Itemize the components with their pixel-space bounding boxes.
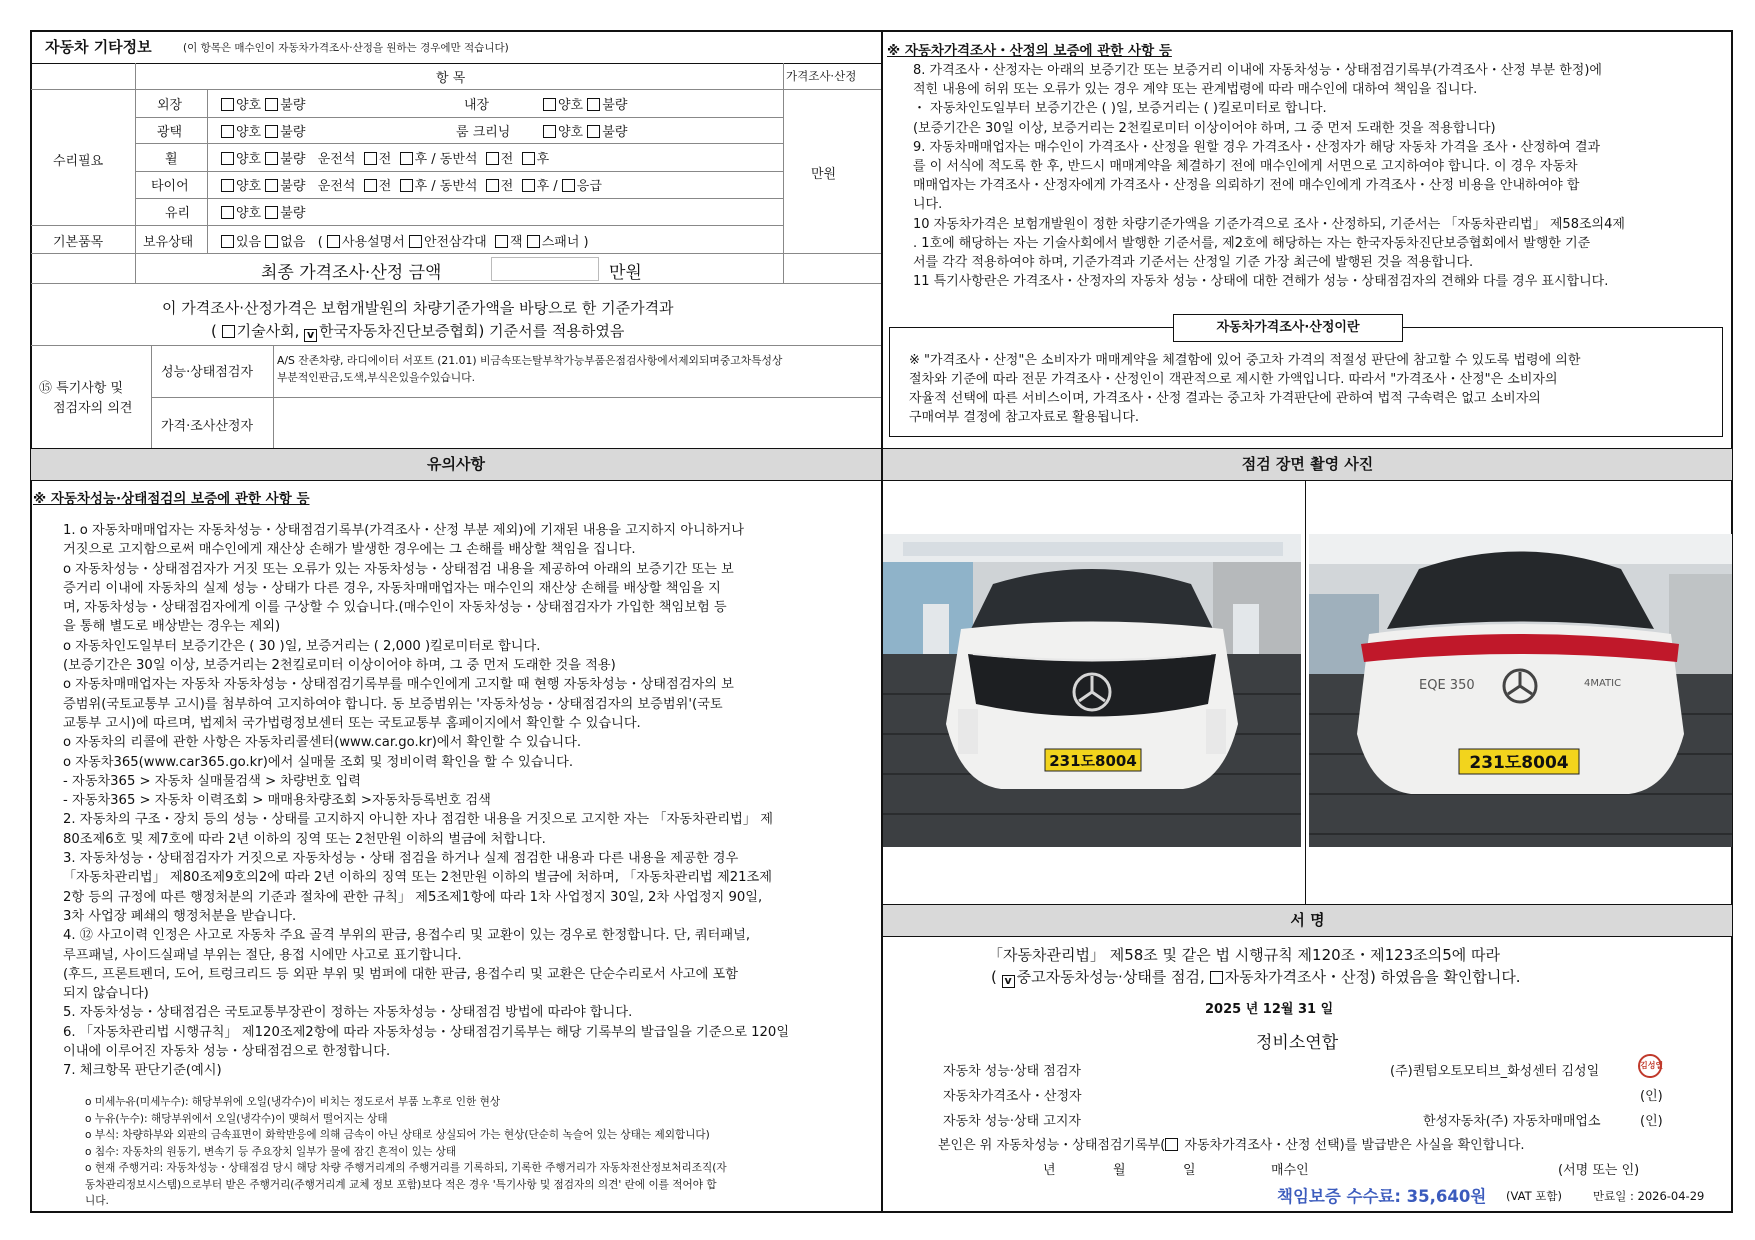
notice-subtitle: ※ 자동차성능·상태점검의 보증에 관한 사항 등 [33,491,310,507]
receive-month: 월 [1113,1163,1126,1178]
notice-header: 유의사항 [31,449,881,481]
owned-status-label: 보유상태 [143,235,194,250]
room-good-checkbox[interactable] [543,125,556,138]
inspector-opinion-line-1: A/S 잔존차량, 라디에이터 서포트 (21.01) 비금속또는탈부착가능부품은점검사항에서제외되며중고차특성상 [277,354,783,367]
expiry-date: 만료일 : 2026-04-29 [1593,1189,1705,1203]
repair-needed-label: 수리필요 [53,154,104,169]
jack-checkbox[interactable] [495,235,508,248]
glass-label: 유리 [165,206,191,221]
performance-inspector-label: 성능·상태점검자 [161,365,254,380]
wheel-passenger-rear-checkbox[interactable] [522,152,535,165]
receive-text-b: 자동차가격조사・산정 선택)를 발급받은 사실을 확인합니다. [1184,1138,1525,1153]
price-guarantee-title: ※ 자동차가격조사・산정의 보증에 관한 사항 등 [887,43,1172,59]
signature-date: 2025 년 12월 31 일 [1205,1002,1334,1017]
price-inspector-seal: (인) [1640,1089,1663,1104]
inspector-opinion-line-2: 부분적인판금,도색,부식은있을수있습니다. [277,371,476,384]
gloss-good-checkbox[interactable] [221,125,234,138]
receive-price-checkbox[interactable] [1165,1138,1178,1151]
signature-header: 서 명 [883,904,1732,937]
spanner-checkbox[interactable] [527,235,540,248]
special-notes-label: ⑮ 특기사항 및 [39,381,124,396]
room-bad-checkbox[interactable] [587,125,600,138]
price-inspector-row-label: 자동차가격조사・산정자 [943,1089,1082,1104]
final-amount-label: 최종 가격조사·산정 금액 [261,263,442,283]
other-info-note: (이 항목은 매수인이 자동차가격조사·산정을 원하는 경우에만 적습니다) [183,42,509,54]
rear-badge-2: 4MATIC [1584,678,1622,689]
notifier-row-value: 한성자동차(주) 자동차매매업소 [1423,1114,1601,1129]
wheel-label: 휠 [165,152,178,167]
receive-day: 일 [1183,1163,1196,1178]
kadia-checkbox[interactable]: v [304,329,317,342]
signature-section: 서 명 「자동차관리법」 제58조 및 같은 법 시행규칙 제120조・제123조의5에 따라 ( v 중고자동차성능·상태를 점검, 자동차가격조사・산정) 하였음을 확인합니다. 2025 년 12월 31 일 정비소연합 자동차 성능·상태 점검자 (주)퀀텀오토모티브_화성센터 김성일 김성일 자동차가격조사・산정자 (인) 자동차 성능·상태 고지자 한성자동차(주) 자동차매매업소 (인) 본인은 위 자동차성능・상태점검기록부( 자동차가격조사・산정 선택)를 발급받은 사실을 확인합니다. 년 월 일 매수인 (서명 또는 인) 책임보증 수수료: 35,640원 (VAT 포함) 만료일 : 2026-04-29 [883,904,1732,1212]
buyer-label: 매수인 [1271,1163,1309,1178]
price-guarantee-section [883,31,1732,448]
gloss-label: 광택 [157,125,183,140]
receive-text-a: 본인은 위 자동차성능・상태점검기록부( [938,1138,1166,1153]
other-info-title: 자동차 기타정보 [45,38,152,56]
wheel-good-checkbox[interactable] [221,152,234,165]
front-plate-text: 231도8004 [1049,752,1137,770]
notifier-row-label: 자동차 성능·상태 고지자 [943,1114,1081,1129]
interior-bad-checkbox[interactable] [587,98,600,111]
manual-checkbox[interactable] [327,235,340,248]
guarantee-fee: 책임보증 수수료: 35,640원 [1277,1187,1487,1206]
inspector-stamp: 김성일 [1638,1054,1662,1078]
none-checkbox[interactable] [265,235,278,248]
price-guarantee-body: 8. 가격조사・산정자는 아래의 보증기간 또는 보증거리 이내에 자동차성능・상태점검기록부(가격조사・산정 부분 한정)에 적힌 내용에 허위 또는 오류가 있는 경우 계약 또는 관계법령에 따라 매수인에 대하여 책임을 집니다. ・ 자동차인도일부터 보증기간은 ( )일, 보증거리는 ( )킬로미터로 합니다. (보증기간은 30일 이상, 보증거리는 2천킬로미터 이상이어야 하며, 그 중 먼저 도래한 것을 적용합니다) 9. 자동차매매업자는 매수인이 가격조사・산정을 원할 경우 가격조사・산정자가 해당 자동차 가격을 조사・산정하여 결과 를 이 서식에 적도록 한 후, 반드시 매매계약을 체결하기 전에 매수인에게 서면으로 고지하여야 합니다. 이 경우 자동차 매매업자는 가격조사・산정자에게 가격조사・산정을 의뢰하기 전에 매수인에게 가격조사・산정 비용을 안내하여야 합 니다. 10 자동차가격은 보험개발원이 정한 차량기준가액을 기준가격으로 조사・산정하되, 기준서는 「자동차관리법」 제58조의4제 . 1호에 해당하는 자는 기술사회에서 발행한 기준서를, 제2호에 해당하는 자는 한국자동차진단보증협회에서 발행한 기준 서를 각각 적용하여야 하며, 기준가격과 기준서는 산정일 기준 가장 최근에 발행된 것을 적용합니다. 11 특기사항란은 가격조사・산정자의 자동차 성능・상태에 대한 견해가 성능・상태점검자의 견해와 다를 경우 표시합니다. [913,63,1625,290]
room-cleaning-label: 룸 크리닝 [456,125,511,140]
inspector-row-value: (주)퀀텀오토모티브_화성센터 김성일 [1390,1064,1600,1079]
definition-body: ※ "가격조사・산정"은 소비자가 매매계약을 체결함에 있어 중고차 가격의 적절성 판단에 참고할 수 있도록 법령에 의한 절차와 기준에 따라 전문 가격조사・산정인이 객관적으로 제시한 가액입니다. 따라서 "가격조사・산정"은 소비자의 자율적 선택에 따른 서비스이며, 가격조사・산정 결과는 중고차 가격판단에 관하여 법적 구속력은 없고 소비자의 구매여부 결정에 참고자료로 활용됩니다. [909,353,1581,425]
final-amount-unit: 만원 [609,263,642,283]
notice-section [31,449,881,1212]
inspector-row-label: 자동차 성능·상태 점검자 [943,1064,1081,1079]
notifier-seal: (인) [1640,1114,1663,1129]
wheel-bad-checkbox[interactable] [265,152,278,165]
exterior-bad-checkbox[interactable] [265,98,278,111]
tire-passenger-front-checkbox[interactable] [486,179,499,192]
rear-plate-text: 231도8004 [1469,753,1569,773]
tire-driver-front-checkbox[interactable] [364,179,377,192]
exterior-good-checkbox[interactable] [221,98,234,111]
wheel-passenger-front-checkbox[interactable] [486,152,499,165]
exterior-label: 외장 [157,98,183,113]
triangle-checkbox[interactable] [409,235,422,248]
basis-line-1: 이 가격조사·산정가격은 보험개발원의 차량기준가액을 바탕으로 한 기준가격과 [162,299,674,317]
organization-name: 정비소연합 [1256,1033,1339,1053]
rear-photo [1309,534,1732,847]
special-notes-label-2: 점검자의 의견 [53,401,133,416]
vat-included: (VAT 포함) [1506,1189,1562,1203]
sign-or-seal-label: (서명 또는 인) [1558,1163,1640,1178]
rear-badge: EQE 350 [1419,678,1475,693]
column-item-header: 항 목 [436,71,466,86]
check-criteria-list: o 미세누유(미세누수): 해당부위에 오일(냉각수)이 비치는 정도로서 부품 노후로 인한 현상 o 누유(누수): 해당부위에서 오일(냉각수)이 맺혀서 떨어지는 상태 o 부식: 차량하부와 외판의 금속표면이 화학반응에 의해 금속이 아닌 상태로 상실되어 가는 현상(단순히 녹슬어 있는 상태는 제외합니다) o 침수: 자동차의 원동기, 변속기 등 주요장치 일부가 물에 잠긴 흔적이 있는 상태 o 현재 주행거리: 자동차성능・상태점검 당시 해당 차량 주행거리계의 주행거리를 기록하되, 기록한 주행거리가 자동차전산정보처리조직(자 동차관리정보시스템)으로부터 받은 주행거리(주행거리계 교체 정보 포함)보다 적은 경우 '특기사항 및 점검자의 의견' 란에 이를 적어야 합 니다. [85,1096,727,1207]
basic-items-label: 기본품목 [53,235,104,250]
law-line: 「자동차관리법」 제58조 및 같은 법 시행규칙 제120조・제123조의5에 따라 [988,946,1501,964]
glass-good-checkbox[interactable] [221,206,234,219]
glass-bad-checkbox[interactable] [265,206,278,219]
tire-driver-rear-checkbox[interactable] [400,179,413,192]
price-check-checkbox[interactable] [1210,971,1223,984]
wheel-driver-rear-checkbox[interactable] [400,152,413,165]
definition-title: 자동차가격조사·산정이란 [1173,314,1403,342]
other-info-section: 자동차 기타정보 (이 항목은 매수인이 자동차가격조사·산정을 원하는 경우에만 적습니다) 항 목 가격조사·산정 수리필요 기본품목 만원 외장 양호 불량 내장 양호 불량 광택 양호 불량 룸 크리닝 양호 불량 휠 양호 불량 운전석 전 후 / 동반석 전 후 타이어 양호 불량 운전석 전 후 / 동반석 전 후 / 응급 유리 양호 불량 보유상태 있음 없음 ( 사용설명서 안전삼각대 잭 스패너 ) 최종 가격조사·산정 금액 만원 이 가격조사·산정가격은 보험개발원의 차량기준가액을 바탕으로 한 기준가격과 ( 기술사회, v 한국자동차진단보증협회) 기준서를 적용하였음 ⑮ 특기사항 및 점검자의 의견 성능·상태점검자 A/S 잔존차량, 라디에이터 서포트 (21.01) 비금속또는탈부착가능부품은점검사항에서제외되며중고차특성상 부분적인판금,도색,부식은있을수있습니다. 가격·조사산정자 [31,31,881,448]
interior-label: 내장 [464,98,490,113]
front-photo [883,534,1301,847]
final-amount-input[interactable] [491,257,599,281]
notice-body: 1. o 자동차매매업자는 자동차성능・상태점검기록부(가격조사・산정 부분 제외)에 기재된 내용을 고지하지 아니하거나 거짓으로 고지함으로써 매수인에게 재산상 손해가 발생한 경우에는 그 손해를 배상할 책임을 집니다. o 자동차성능・상태점검자가 거짓 또는 오류가 있는 자동차성능・상태점검 내용을 제공하여 아래의 보증기간 또는 보 증거리 이내에 자동차의 실제 성능・상태가 다른 경우, 자동차매매업자는 매수인의 재산상 손해를 배상할 책임을 지 며, 자동차성능・상태점검자에게 이를 구상할 수 있습니다.(매수인이 자동차성능・상태점검자가 가입한 책임보험 등 을 통해 별도로 배상받는 경우는 제외) o 자동차인도일부터 보증기간은 ( 30 )일, 보증거리는 ( 2,000 )킬로미터로 합니다. (보증기간은 30일 이상, 보증거리는 2천킬로미터 이상이어야 하며, 그 중 먼저 도래한 것을 적용) o 자동차매매업자는 자동차 자동차성능・상태점검기록부를 매수인에게 고지할 때 현행 자동차성능・상태점검자의 보 증범위(국토교통부 고시)를 첨부하여 고지하여야 합니다. 동 보증범위는 '자동차성능・상태점검자의 보증범위'(국토 교통부 고시)에 따르며, 법제처 국가법령정보센터 또는 국토교통부 홈페이지에서 확인할 수 있습니다. o 자동차의 리콜에 관한 사항은 자동차리콜센터(www.car.go.kr)에서 확인할 수 있습니다. o 자동차365(www.car365.go.kr)에서 실매물 조회 및 정비이력 확인을 할 수 있습니다. - 자동차365 > 자동차 실매물검색 > 차량번호 입력 - 자동차365 > 자동차 이력조회 > 매매용차량조회 >자동차등록번호 검색 2. 자동차의 구조・장치 등의 성능・상태를 고지하지 아니한 자나 점검한 내용을 거짓으로 고지한 자는 「자동차관리법」 제 80조제6호 및 제7호에 따라 2년 이하의 징역 또는 2천만원 이하의 벌금에 처합니다. 3. 자동차성능・상태점검자가 거짓으로 자동차성능・상태 점검을 하거나 실제 점검한 내용과 다른 내용을 제공한 경우 「자동차관리법」 제80조제9호의2에 따라 2년 이하의 징역 또는 2천만원 이하의 벌금에 처하며, 「자동차관리법 제21조제 2항 등의 규정에 따른 행정처분의 기준과 절차에 관한 규칙」 제5조제1항에 따라 1차 사업정지 30일, 2차 사업정지 90일, 3차 사업장 폐쇄의 행정처분을 받습니다. 4. ⑫ 사고이력 인정은 사고로 자동차 주요 골격 부위의 판금, 용접수리 및 교환이 있는 경우로 한정합니다. 단, 쿼터패널, 루프패널, 사이드실패널 부위는 절단, 용접 시에만 사고로 표기합니다. (후드, 프론트펜더, 도어, 트렁크리드 등 외판 부위 및 범퍼에 대한 판금, 용접수리 및 교환은 단순수리로서 사고에 포함 되지 않습니다) 5. 자동차성능・상태점검은 국토교통부장관이 정하는 자동차성능・상태점검 방법에 따라야 합니다. 6. 「자동차관리법 시행규칙」 제120조제2항에 따라 자동차성능・상태점검기록부는 해당 기록부의 발급일을 기준으로 120일 이내에 이루어진 자동차 성능・상태점검으로 한정합니다. 7. 체크항목 판단기준(예시) [63,523,790,1079]
price-unit-label: 만원 [811,167,837,182]
used-car-check-checkbox[interactable]: v [1002,975,1015,988]
photos-header: 점검 장면 촬영 사진 [883,449,1732,481]
receive-year: 년 [1043,1163,1056,1178]
tech-society-checkbox[interactable] [222,325,235,338]
gloss-bad-checkbox[interactable] [265,125,278,138]
column-price-header: 가격조사·산정 [786,69,857,83]
interior-good-checkbox[interactable] [543,98,556,111]
price-inspector-label: 가격·조사산정자 [161,419,254,434]
tire-label: 타이어 [151,179,189,194]
tire-emergency-checkbox[interactable] [562,179,575,192]
photos-section [883,449,1732,904]
tire-passenger-rear-checkbox[interactable] [522,179,535,192]
have-checkbox[interactable] [221,235,234,248]
tire-bad-checkbox[interactable] [265,179,278,192]
tire-good-checkbox[interactable] [221,179,234,192]
wheel-driver-front-checkbox[interactable] [364,152,377,165]
